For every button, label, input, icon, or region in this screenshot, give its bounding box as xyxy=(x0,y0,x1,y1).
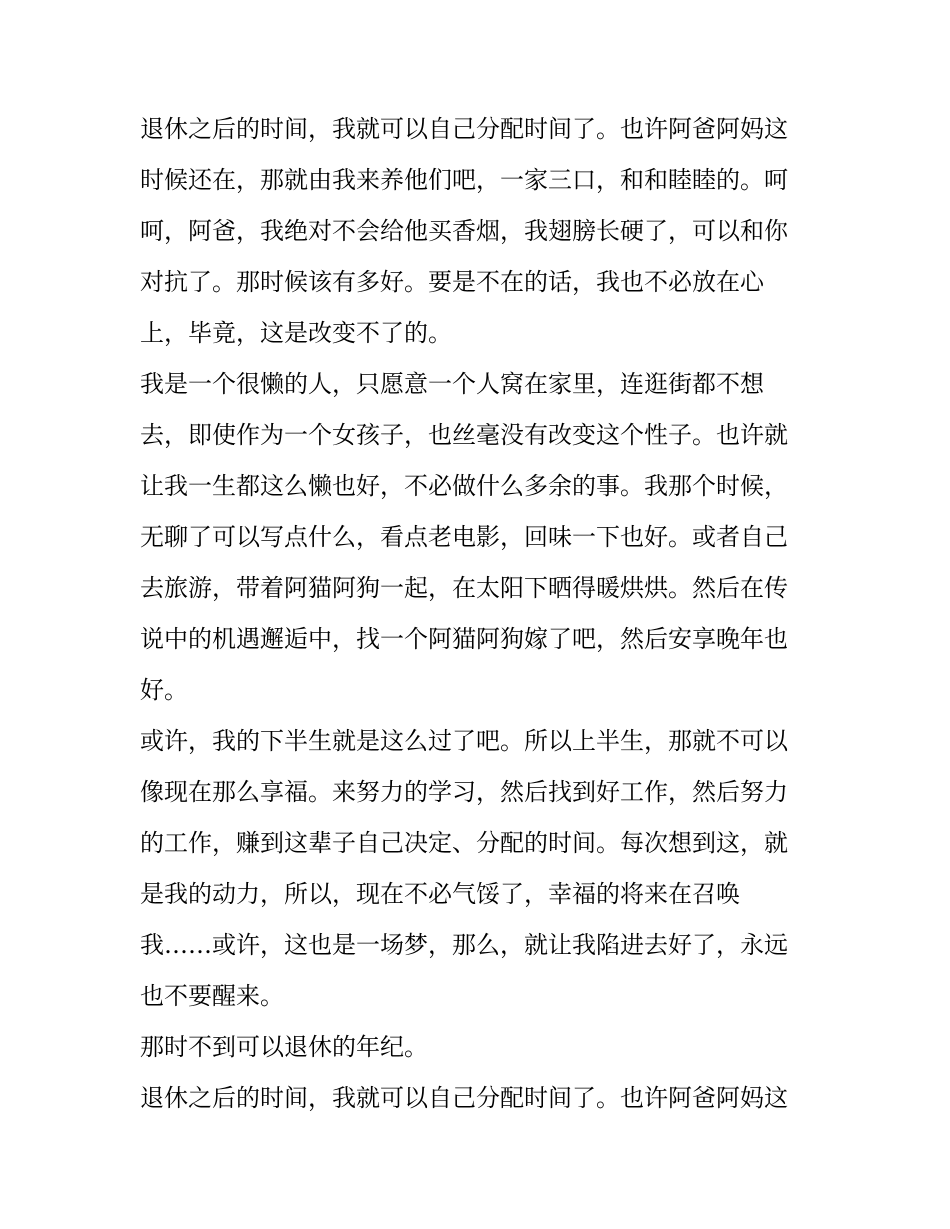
text-line: 也不要醒来。 xyxy=(140,982,284,1010)
text-line: 呵，阿爸，我绝对不会给他买香烟，我翅膀长硬了，可以和你 xyxy=(140,217,788,245)
text-line: 上，毕竟，这是改变不了的。 xyxy=(140,319,452,347)
text-line: 去，即使作为一个女孩子，也丝毫没有改变这个性子。也许就 xyxy=(140,421,788,449)
text-line: 时候还在，那就由我来养他们吧，一家三口，和和睦睦的。呵 xyxy=(140,166,788,194)
text-line: 那时不到可以退休的年纪。 xyxy=(140,1033,428,1061)
text-line: 退休之后的时间，我就可以自己分配时间了。也许阿爸阿妈这 xyxy=(140,115,788,143)
text-line: 或许，我的下半生就是这么过了吧。所以上半生，那就不可以 xyxy=(140,727,788,755)
text-line: 对抗了。那时候该有多好。要是不在的话，我也不必放在心 xyxy=(140,268,764,296)
text-line: 是我的动力，所以，现在不必气馁了，幸福的将来在召唤 xyxy=(140,880,740,908)
text-line: 的工作，赚到这辈子自己决定、分配的时间。每次想到这，就 xyxy=(140,829,788,857)
text-line: 我……或许，这也是一场梦，那么，就让我陷进去好了，永远 xyxy=(140,931,788,959)
text-line: 我是一个很懒的人，只愿意一个人窝在家里，连逛街都不想 xyxy=(140,370,764,398)
text-line: 退休之后的时间，我就可以自己分配时间了。也许阿爸阿妈这 xyxy=(140,1084,788,1112)
text-line: 让我一生都这么懒也好，不必做什么多余的事。我那个时候， xyxy=(140,472,788,500)
text-line: 无聊了可以写点什么，看点老电影，回味一下也好。或者自己 xyxy=(140,523,788,551)
text-line: 说中的机遇邂逅中，找一个阿猫阿狗嫁了吧，然后安享晚年也 xyxy=(140,625,788,653)
text-line: 去旅游，带着阿猫阿狗一起，在太阳下晒得暖烘烘。然后在传 xyxy=(140,574,788,602)
text-line: 好。 xyxy=(140,676,188,704)
document-body xyxy=(140,104,812,1124)
text-line: 像现在那么享福。来努力的学习，然后找到好工作，然后努力 xyxy=(140,778,788,806)
